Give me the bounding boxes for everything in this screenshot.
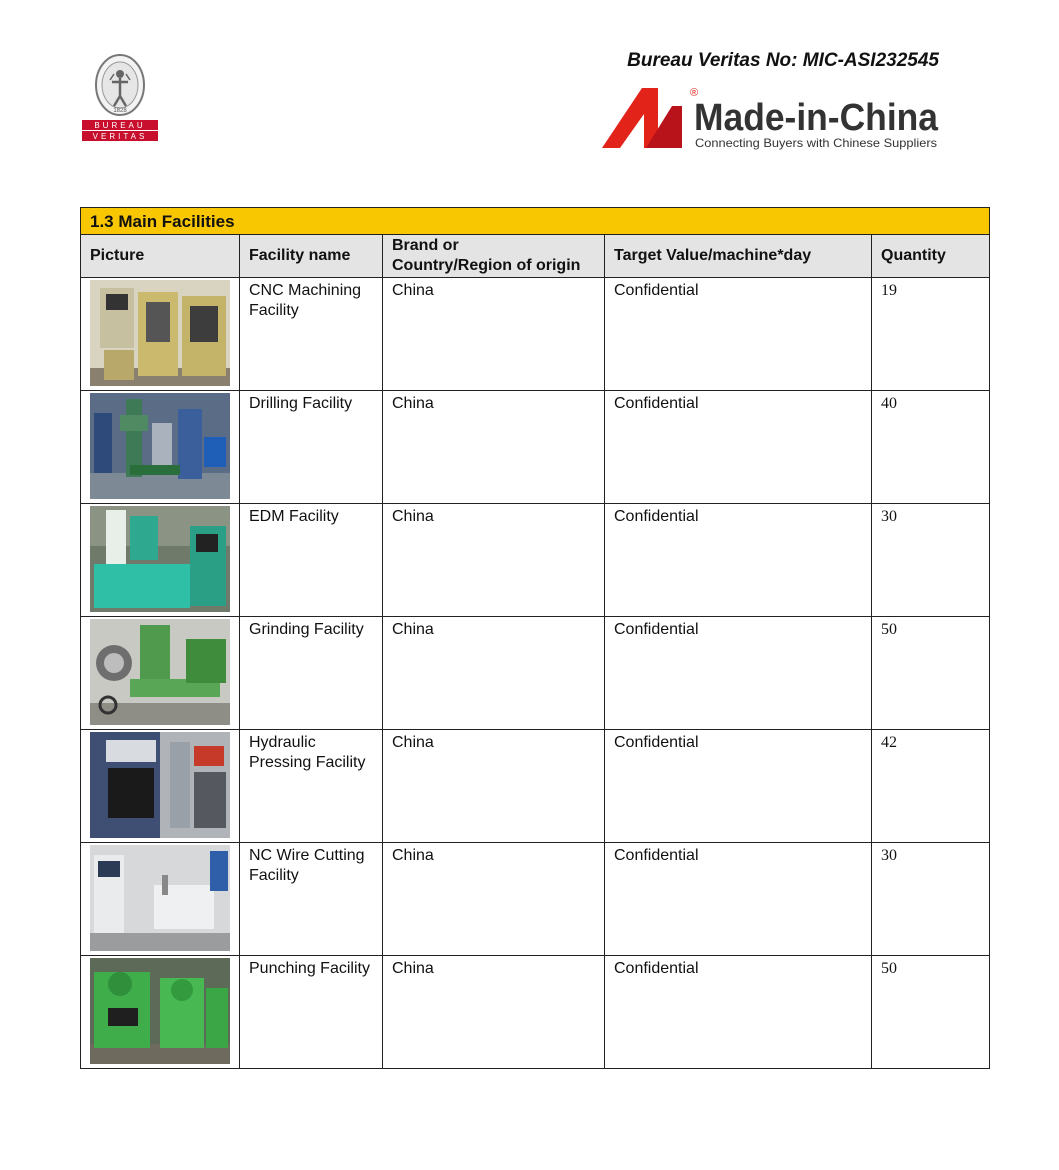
grinding-machine-photo [90,619,230,725]
facility-origin: China [383,956,605,1069]
header-brand-line2: Country/Region of origin [392,257,581,274]
facility-photo-cell [81,617,240,730]
facility-target-value: Confidential [605,278,872,391]
table-row [81,278,990,391]
mic-tagline: Connecting Buyers with Chinese Suppliers [695,136,937,150]
facility-photo-cell [81,843,240,956]
table-row [81,391,990,504]
facility-quantity: 30 [872,504,990,617]
facility-origin: China [383,391,605,504]
facility-name: EDM Facility [240,504,383,617]
table-row [81,504,990,617]
header-brand-origin [383,235,605,278]
facility-name: Drilling Facility [240,391,383,504]
facility-quantity: 30 [872,843,990,956]
facility-origin: China [383,504,605,617]
facility-origin: China [383,843,605,956]
section-title: 1.3 Main Facilities [81,208,990,235]
facility-quantity: 19 [872,278,990,391]
facility-target-value: Confidential [605,391,872,504]
header-facility-name: Facility name [240,235,383,278]
facility-origin: China [383,730,605,843]
facility-target-value: Confidential [605,843,872,956]
table-row [81,843,990,956]
header-target-value: Target Value/machine*day [605,235,872,278]
report-number: Bureau Veritas No: MIC-ASI232545 [627,50,939,71]
facility-name: Grinding Facility [240,617,383,730]
facility-name: NC Wire Cutting Facility [240,843,383,956]
wire-cutting-machine-photo [90,845,230,951]
facility-target-value: Confidential [605,730,872,843]
facility-name: Punching Facility [240,956,383,1069]
facility-target-value: Confidential [605,956,872,1069]
facility-photo-cell [81,504,240,617]
facility-origin: China [383,617,605,730]
header-quantity: Quantity [872,235,990,278]
facility-quantity: 40 [872,391,990,504]
table-row [81,730,990,843]
cnc-machine-photo [90,280,230,386]
bureau-veritas-logo [80,52,160,144]
facility-photo-cell [81,730,240,843]
registered-mark: ® [690,87,699,99]
header-brand-line1: Brand or [392,237,459,254]
bv-logo-year: 1828 [113,108,127,114]
edm-machine-photo [90,506,230,612]
facility-target-value: Confidential [605,617,872,730]
facility-quantity: 50 [872,617,990,730]
punching-machine-photo [90,958,230,1064]
made-in-china-logo [602,84,942,154]
drilling-machine-photo [90,393,230,499]
facility-name: CNC Machining Facility [240,278,383,391]
facility-origin: China [383,278,605,391]
facility-name: Hydraulic Pressing Facility [240,730,383,843]
main-facilities-table [80,207,990,1069]
facility-quantity: 42 [872,730,990,843]
header-picture: Picture [81,235,240,278]
facility-photo-cell [81,956,240,1069]
bv-logo-word-bottom: VERITAS [92,132,148,141]
mic-brand-name: Made-in-China [694,97,939,139]
bv-logo-word-top: BUREAU [94,121,146,130]
table-row [81,617,990,730]
table-row [81,956,990,1069]
facility-quantity: 50 [872,956,990,1069]
facility-target-value: Confidential [605,504,872,617]
hydraulic-press-photo [90,732,230,838]
facility-photo-cell [81,391,240,504]
facility-photo-cell [81,278,240,391]
